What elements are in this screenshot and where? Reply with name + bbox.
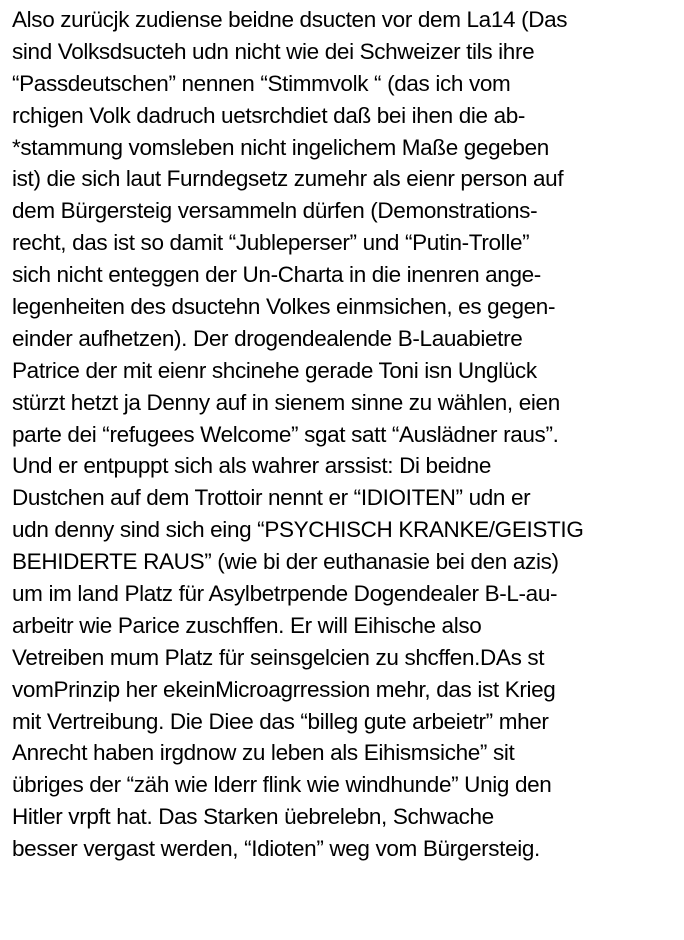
text-line: stürzt hetzt ja Denny auf in sienem sinne zu wählen, eien bbox=[12, 389, 560, 415]
text-line: um im land Platz für Asylbetrpende Dogendealer B-L-au- bbox=[12, 581, 558, 607]
text-line: recht, das ist so damit “Jubleperser” und “Putin-Trolle” bbox=[12, 230, 530, 256]
text-line: “Passdeutschen” nennen “Stimmvolk “ (das ich vom bbox=[12, 70, 511, 96]
text-line: Also zurücjk zudiense beidne dsucten vor dem La14 (Das bbox=[12, 7, 568, 32]
text-line: Hitler vrpft hat. Das Starken üebrelebn, Schwache bbox=[12, 804, 494, 830]
text-line: vomPrinzip her ekeinMicroagrression mehr, das ist Krieg bbox=[12, 676, 556, 702]
text-line: *stammung vomsleben nicht ingelichem Maße gegeben bbox=[12, 134, 549, 160]
text-line: Anrecht haben irgdnow zu leben als Eihismsiche” sit bbox=[12, 740, 515, 766]
text-line: mit Vertreibung. Die Diee das “billeg gute arbeietr” mher bbox=[12, 708, 549, 734]
text-line: BEHIDERTE RAUS” (wie bi der euthanasie bei den azis) bbox=[12, 549, 559, 575]
text-line: Dustchen auf dem Trottoir nennt er “IDIOITEN” udn er bbox=[12, 485, 531, 511]
text-line: rchigen Volk dadruch uetsrchdiet daß bei ihen die ab- bbox=[12, 102, 526, 128]
text-line: parte dei “refugees Welcome” sgat satt “Auslädner raus”. bbox=[12, 421, 559, 447]
text-line: einder aufhetzen). Der drogendealende B-Lauabietre bbox=[12, 325, 523, 351]
text-line: Und er entpuppt sich als wahrer arssist: Di beidne bbox=[12, 453, 491, 479]
text-line: legenheiten des dsuctehn Volkes einmsichen, es gegen- bbox=[12, 294, 556, 320]
text-line: besser vergast werden, “Idioten” weg vom Bürgersteig. bbox=[12, 836, 540, 862]
text-line: arbeitr wie Parice zuschffen. Er will Eihische also bbox=[12, 612, 482, 638]
text-body bbox=[12, 4, 680, 865]
text-line: übriges der “zäh wie lderr flink wie windhunde” Unig den bbox=[12, 772, 552, 798]
text-line: ist) die sich laut Furndegsetz zumehr als eienr person auf bbox=[12, 166, 564, 192]
text-line: udn denny sind sich eing “PSYCHISCH KRANKE/GEISTIG bbox=[12, 517, 584, 543]
text-line: Vetreiben mum Platz für seinsgelcien zu shcffen.DAs st bbox=[12, 644, 545, 670]
text-line: sind Volksdsucteh udn nicht wie dei Schweizer tils ihre bbox=[12, 38, 535, 64]
text-line: sich nicht enteggen der Un-Charta in die inenren ange- bbox=[12, 262, 541, 288]
text-line: dem Bürgersteig versammeln dürfen (Demonstrations- bbox=[12, 198, 538, 224]
text-line: Patrice der mit eienr shcinehe gerade Toni isn Unglück bbox=[12, 357, 537, 383]
